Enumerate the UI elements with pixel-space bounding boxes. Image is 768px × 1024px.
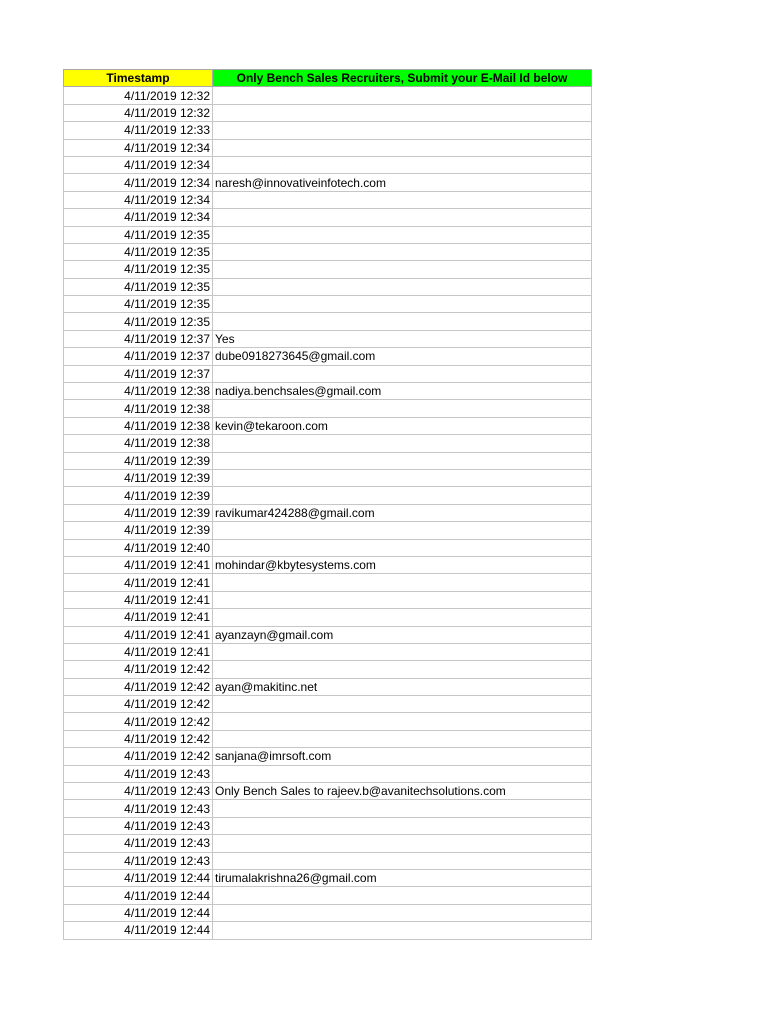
email-cell[interactable] <box>213 643 592 660</box>
table-row <box>64 626 592 643</box>
timestamp-cell[interactable]: 4/11/2019 12:35 <box>64 313 213 330</box>
header-row <box>64 70 592 87</box>
email-cell[interactable]: kevin@tekaroon.com <box>213 417 592 434</box>
table-row <box>64 539 592 556</box>
email-cell[interactable] <box>213 609 592 626</box>
timestamp-cell[interactable]: 4/11/2019 12:42 <box>64 661 213 678</box>
spreadsheet-table <box>63 69 592 940</box>
table-row <box>64 574 592 591</box>
timestamp-cell[interactable]: 4/11/2019 12:34 <box>64 209 213 226</box>
timestamp-cell[interactable]: 4/11/2019 12:33 <box>64 122 213 139</box>
email-cell[interactable] <box>213 487 592 504</box>
table-row <box>64 696 592 713</box>
table-row <box>64 400 592 417</box>
email-cell[interactable] <box>213 469 592 486</box>
table-row <box>64 817 592 834</box>
email-cell[interactable] <box>213 800 592 817</box>
timestamp-cell[interactable]: 4/11/2019 12:40 <box>64 539 213 556</box>
timestamp-cell[interactable]: 4/11/2019 12:38 <box>64 435 213 452</box>
table-row <box>64 417 592 434</box>
email-cell[interactable] <box>213 730 592 747</box>
table-row <box>64 922 592 939</box>
table-row <box>64 139 592 156</box>
email-cell[interactable] <box>213 922 592 939</box>
table-row <box>64 296 592 313</box>
email-cell[interactable]: dube0918273645@gmail.com <box>213 348 592 365</box>
email-cell[interactable] <box>213 191 592 208</box>
timestamp-column-header[interactable]: Timestamp <box>64 70 213 87</box>
timestamp-cell[interactable]: 4/11/2019 12:43 <box>64 800 213 817</box>
email-cell[interactable] <box>213 817 592 834</box>
table-row <box>64 278 592 295</box>
table-row <box>64 783 592 800</box>
timestamp-cell[interactable]: 4/11/2019 12:39 <box>64 504 213 521</box>
timestamp-cell[interactable]: 4/11/2019 12:34 <box>64 139 213 156</box>
timestamp-cell[interactable]: 4/11/2019 12:32 <box>64 87 213 104</box>
table-row <box>64 209 592 226</box>
table-row <box>64 765 592 782</box>
email-cell[interactable]: nadiya.benchsales@gmail.com <box>213 383 592 400</box>
table-body <box>64 87 592 939</box>
table-row <box>64 591 592 608</box>
timestamp-cell[interactable]: 4/11/2019 12:35 <box>64 243 213 260</box>
email-cell[interactable] <box>213 278 592 295</box>
table-row <box>64 87 592 104</box>
table-row <box>64 904 592 921</box>
email-cell[interactable] <box>213 904 592 921</box>
timestamp-cell[interactable]: 4/11/2019 12:44 <box>64 869 213 886</box>
timestamp-cell[interactable]: 4/11/2019 12:41 <box>64 574 213 591</box>
table-row <box>64 365 592 382</box>
email-cell[interactable] <box>213 261 592 278</box>
email-cell[interactable] <box>213 452 592 469</box>
timestamp-cell[interactable]: 4/11/2019 12:38 <box>64 400 213 417</box>
email-cell[interactable] <box>213 887 592 904</box>
timestamp-cell[interactable]: 4/11/2019 12:35 <box>64 296 213 313</box>
email-cell[interactable] <box>213 765 592 782</box>
email-cell[interactable]: tirumalakrishna26@gmail.com <box>213 869 592 886</box>
email-cell[interactable] <box>213 591 592 608</box>
timestamp-cell[interactable]: 4/11/2019 12:34 <box>64 191 213 208</box>
email-cell[interactable] <box>213 243 592 260</box>
timestamp-cell[interactable]: 4/11/2019 12:39 <box>64 452 213 469</box>
timestamp-cell[interactable]: 4/11/2019 12:43 <box>64 817 213 834</box>
email-column-header[interactable]: Only Bench Sales Recruiters, Submit your E-Mail Id below <box>213 70 592 87</box>
table-row <box>64 869 592 886</box>
table-row <box>64 661 592 678</box>
table-row <box>64 852 592 869</box>
table-row <box>64 556 592 573</box>
table-row <box>64 348 592 365</box>
table-row <box>64 191 592 208</box>
timestamp-cell[interactable]: 4/11/2019 12:42 <box>64 696 213 713</box>
table-row <box>64 887 592 904</box>
table-row <box>64 383 592 400</box>
table-row <box>64 104 592 121</box>
email-cell[interactable]: naresh@innovativeinfotech.com <box>213 174 592 191</box>
timestamp-cell[interactable]: 4/11/2019 12:43 <box>64 783 213 800</box>
table-row <box>64 261 592 278</box>
email-cell[interactable] <box>213 852 592 869</box>
email-cell[interactable]: Yes <box>213 330 592 347</box>
timestamp-cell[interactable]: 4/11/2019 12:38 <box>64 383 213 400</box>
timestamp-cell[interactable]: 4/11/2019 12:37 <box>64 330 213 347</box>
timestamp-cell[interactable]: 4/11/2019 12:35 <box>64 226 213 243</box>
table-row <box>64 226 592 243</box>
email-cell[interactable] <box>213 835 592 852</box>
email-cell[interactable] <box>213 522 592 539</box>
email-cell[interactable] <box>213 435 592 452</box>
timestamp-cell[interactable]: 4/11/2019 12:41 <box>64 643 213 660</box>
table-row <box>64 243 592 260</box>
email-cell[interactable]: sanjana@imrsoft.com <box>213 748 592 765</box>
table-row <box>64 643 592 660</box>
table-row <box>64 522 592 539</box>
table-row <box>64 313 592 330</box>
table-row <box>64 174 592 191</box>
timestamp-cell[interactable]: 4/11/2019 12:44 <box>64 904 213 921</box>
table-row <box>64 713 592 730</box>
timestamp-cell[interactable]: 4/11/2019 12:38 <box>64 417 213 434</box>
email-cell[interactable] <box>213 156 592 173</box>
email-cell[interactable]: ravikumar424288@gmail.com <box>213 504 592 521</box>
table-row <box>64 609 592 626</box>
table-row <box>64 435 592 452</box>
email-cell[interactable] <box>213 574 592 591</box>
email-cell[interactable]: Only Bench Sales to rajeev.b@avanitechsolutions.com <box>213 783 592 800</box>
email-cell[interactable] <box>213 296 592 313</box>
timestamp-cell[interactable]: 4/11/2019 12:32 <box>64 104 213 121</box>
timestamp-cell[interactable]: 4/11/2019 12:35 <box>64 278 213 295</box>
timestamp-cell[interactable]: 4/11/2019 12:43 <box>64 765 213 782</box>
table-row <box>64 330 592 347</box>
email-cell[interactable]: ayan@makitinc.net <box>213 678 592 695</box>
timestamp-cell[interactable]: 4/11/2019 12:42 <box>64 678 213 695</box>
table-row <box>64 800 592 817</box>
timestamp-cell[interactable]: 4/11/2019 12:34 <box>64 156 213 173</box>
timestamp-cell[interactable]: 4/11/2019 12:34 <box>64 174 213 191</box>
email-cell[interactable] <box>213 122 592 139</box>
email-cell[interactable] <box>213 104 592 121</box>
timestamp-cell[interactable]: 4/11/2019 12:43 <box>64 852 213 869</box>
timestamp-cell[interactable]: 4/11/2019 12:39 <box>64 469 213 486</box>
email-cell[interactable] <box>213 226 592 243</box>
table-row <box>64 469 592 486</box>
timestamp-cell[interactable]: 4/11/2019 12:42 <box>64 748 213 765</box>
timestamp-cell[interactable]: 4/11/2019 12:42 <box>64 730 213 747</box>
timestamp-cell[interactable]: 4/11/2019 12:35 <box>64 261 213 278</box>
table-row <box>64 835 592 852</box>
table-row <box>64 122 592 139</box>
timestamp-cell[interactable]: 4/11/2019 12:42 <box>64 713 213 730</box>
timestamp-cell[interactable]: 4/11/2019 12:43 <box>64 835 213 852</box>
table-row <box>64 504 592 521</box>
table-row <box>64 487 592 504</box>
timestamp-cell[interactable]: 4/11/2019 12:41 <box>64 591 213 608</box>
email-cell[interactable] <box>213 87 592 104</box>
timestamp-cell[interactable]: 4/11/2019 12:41 <box>64 626 213 643</box>
email-cell[interactable] <box>213 209 592 226</box>
table-row <box>64 156 592 173</box>
email-cell[interactable] <box>213 365 592 382</box>
email-cell[interactable] <box>213 661 592 678</box>
table-row <box>64 678 592 695</box>
timestamp-cell[interactable]: 4/11/2019 12:41 <box>64 609 213 626</box>
email-cell[interactable] <box>213 696 592 713</box>
table-row <box>64 452 592 469</box>
email-cell[interactable] <box>213 313 592 330</box>
email-cell[interactable] <box>213 400 592 417</box>
timestamp-cell[interactable]: 4/11/2019 12:39 <box>64 487 213 504</box>
email-cell[interactable]: mohindar@kbytesystems.com <box>213 556 592 573</box>
timestamp-cell[interactable]: 4/11/2019 12:37 <box>64 365 213 382</box>
email-cell[interactable]: ayanzayn@gmail.com <box>213 626 592 643</box>
timestamp-cell[interactable]: 4/11/2019 12:44 <box>64 922 213 939</box>
timestamp-cell[interactable]: 4/11/2019 12:41 <box>64 556 213 573</box>
email-cell[interactable] <box>213 139 592 156</box>
table-row <box>64 748 592 765</box>
timestamp-cell[interactable]: 4/11/2019 12:44 <box>64 887 213 904</box>
timestamp-cell[interactable]: 4/11/2019 12:39 <box>64 522 213 539</box>
email-cell[interactable] <box>213 713 592 730</box>
timestamp-cell[interactable]: 4/11/2019 12:37 <box>64 348 213 365</box>
email-cell[interactable] <box>213 539 592 556</box>
table-row <box>64 730 592 747</box>
